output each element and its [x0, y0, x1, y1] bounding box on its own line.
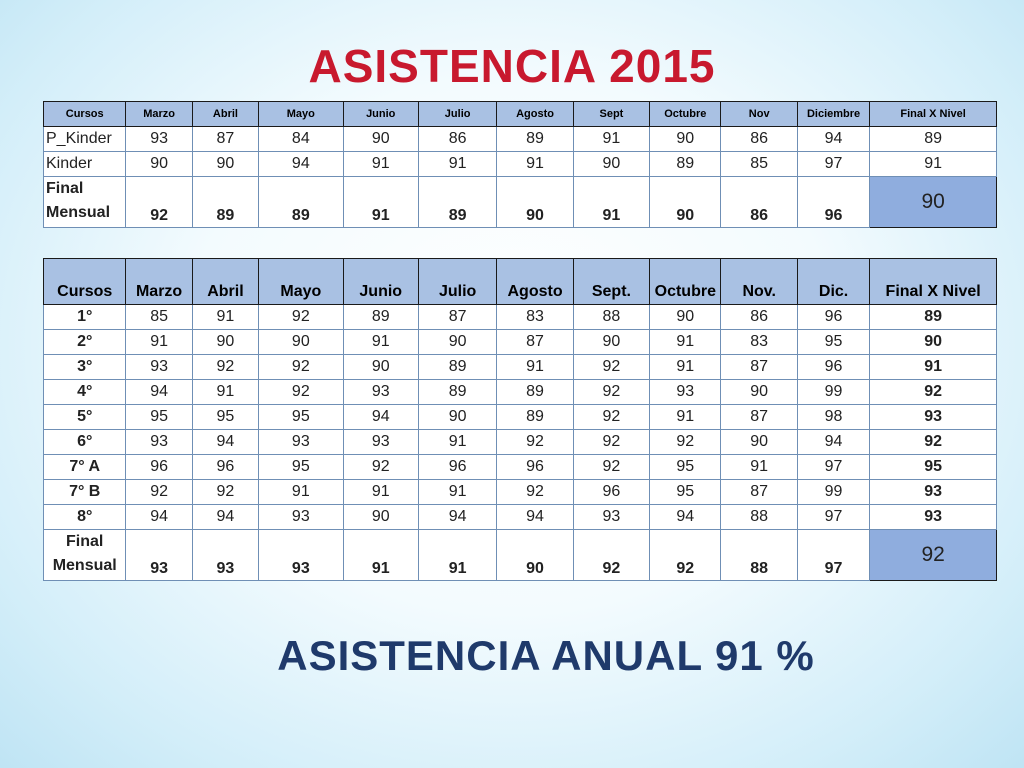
column-header: Marzo: [126, 259, 192, 305]
table-cell: 94: [497, 505, 573, 530]
table-cell: 97: [797, 152, 869, 177]
table-cell: 90: [497, 530, 573, 581]
table-cell: 95: [192, 405, 258, 430]
table-cell: 95: [650, 480, 721, 505]
table-cell: 91: [497, 152, 573, 177]
table-cell: 94: [192, 505, 258, 530]
table-cell: 92: [650, 530, 721, 581]
final-nivel-cell: 90: [870, 330, 997, 355]
final-mensual-row: [44, 177, 997, 228]
grades-attendance-table: [43, 258, 997, 581]
table-row: [44, 380, 997, 405]
table-cell: 94: [418, 505, 496, 530]
final-nivel-cell: 93: [870, 505, 997, 530]
table-cell: 86: [721, 177, 797, 228]
table-cell: 93: [343, 430, 418, 455]
row-label: 5°: [44, 405, 126, 430]
final-mensual-row: [44, 530, 997, 581]
table-row: [44, 355, 997, 380]
row-label: 7° A: [44, 455, 126, 480]
row-label: 6°: [44, 430, 126, 455]
table-cell: 96: [797, 355, 869, 380]
table-cell: 90: [650, 177, 721, 228]
final-nivel-cell: 91: [870, 355, 997, 380]
column-header: Cursos: [44, 259, 126, 305]
table-cell: 93: [192, 530, 258, 581]
table-cell: 89: [650, 152, 721, 177]
table-cell: 87: [192, 127, 258, 152]
table-row: [44, 305, 997, 330]
table-cell: 95: [797, 330, 869, 355]
table-cell: 90: [343, 127, 418, 152]
row-label: 7° B: [44, 480, 126, 505]
table-cell: 86: [418, 127, 496, 152]
annual-attendance-label: ASISTENCIA ANUAL 91 %: [277, 632, 815, 679]
table-cell: 93: [650, 380, 721, 405]
column-header: Final X Nivel: [870, 102, 997, 127]
table-cell: 91: [343, 177, 418, 228]
table-cell: 94: [126, 505, 192, 530]
table-cell: 91: [573, 177, 649, 228]
table-cell: 94: [192, 430, 258, 455]
table-cell: 90: [721, 430, 797, 455]
column-header: Junio: [343, 102, 418, 127]
table-cell: 89: [192, 177, 258, 228]
final-total-cell: 90: [870, 177, 997, 228]
table-cell: 99: [797, 480, 869, 505]
column-header: Agosto: [497, 259, 573, 305]
table-cell: 91: [418, 430, 496, 455]
table-cell: 96: [797, 177, 869, 228]
column-header: Junio: [343, 259, 418, 305]
table-cell: 94: [797, 430, 869, 455]
row-label: Kinder: [44, 152, 126, 177]
table-cell: 89: [343, 305, 418, 330]
table-cell: 91: [650, 405, 721, 430]
table-cell: 91: [497, 355, 573, 380]
column-header: Abril: [192, 102, 258, 127]
table-cell: 94: [126, 380, 192, 405]
table-cell: 96: [192, 455, 258, 480]
table-cell: 97: [797, 530, 869, 581]
table-cell: 97: [797, 455, 869, 480]
table-cell: 95: [126, 405, 192, 430]
table-cell: 93: [259, 505, 343, 530]
column-header: Marzo: [126, 102, 192, 127]
table-cell: 87: [721, 355, 797, 380]
table-cell: 91: [650, 355, 721, 380]
table-row: [44, 505, 997, 530]
final-nivel-cell: 93: [870, 405, 997, 430]
column-header: Mayo: [259, 259, 343, 305]
table-cell: 86: [721, 305, 797, 330]
table-cell: 90: [343, 505, 418, 530]
table-cell: 91: [721, 455, 797, 480]
table-cell: 92: [259, 355, 343, 380]
table-cell: 90: [650, 305, 721, 330]
table-cell: 89: [418, 380, 496, 405]
table-cell: 92: [497, 430, 573, 455]
table-cell: 91: [259, 480, 343, 505]
table-cell: 89: [418, 177, 496, 228]
table-cell: 89: [497, 405, 573, 430]
table-row: [44, 330, 997, 355]
table-header-row: [44, 259, 997, 305]
final-mensual-label: Final Mensual: [44, 530, 126, 581]
table-cell: 91: [192, 305, 258, 330]
table-cell: 91: [418, 530, 496, 581]
table-cell: 94: [259, 152, 343, 177]
table-cell: 90: [343, 355, 418, 380]
table-cell: 92: [573, 530, 649, 581]
table-cell: 85: [721, 152, 797, 177]
table-cell: 93: [343, 380, 418, 405]
table-cell: 96: [126, 455, 192, 480]
table-cell: 92: [573, 355, 649, 380]
table-row: [44, 127, 997, 152]
table-cell: 88: [573, 305, 649, 330]
final-nivel-cell: 92: [870, 380, 997, 405]
table-cell: 91: [343, 152, 418, 177]
table-cell: 89: [497, 380, 573, 405]
table-cell: 92: [126, 177, 192, 228]
table-cell: 92: [192, 355, 258, 380]
table-cell: 91: [343, 530, 418, 581]
row-label: 3°: [44, 355, 126, 380]
kinder-attendance-table: [43, 101, 997, 228]
column-header: Octubre: [650, 102, 721, 127]
column-header: Julio: [418, 102, 496, 127]
table-cell: 98: [797, 405, 869, 430]
table-cell: 91: [650, 330, 721, 355]
column-header: Final X Nivel: [870, 259, 997, 305]
row-label: 8°: [44, 505, 126, 530]
column-header: Sept: [573, 102, 649, 127]
table-cell: 91: [573, 127, 649, 152]
table-cell: 87: [721, 480, 797, 505]
table-cell: 90: [259, 330, 343, 355]
column-header: Sept.: [573, 259, 649, 305]
table-cell: 90: [192, 152, 258, 177]
table-cell: 89: [497, 127, 573, 152]
table-cell: 96: [573, 480, 649, 505]
final-mensual-label: Final Mensual: [44, 177, 126, 228]
column-header: Mayo: [259, 102, 343, 127]
final-total-cell: 92: [870, 530, 997, 581]
table-cell: 96: [418, 455, 496, 480]
row-label: 1°: [44, 305, 126, 330]
table-cell: 92: [573, 380, 649, 405]
column-header: Dic.: [797, 259, 869, 305]
column-header: Diciembre: [797, 102, 869, 127]
table-cell: 91: [870, 152, 997, 177]
table-cell: 87: [418, 305, 496, 330]
table-cell: 96: [797, 305, 869, 330]
table-cell: 92: [573, 430, 649, 455]
table-cell: 93: [126, 355, 192, 380]
table-cell: 88: [721, 505, 797, 530]
table-cell: 87: [721, 405, 797, 430]
table-row: [44, 430, 997, 455]
column-header: Cursos: [44, 102, 126, 127]
table-cell: 90: [650, 127, 721, 152]
table-cell: 85: [126, 305, 192, 330]
table-row: [44, 455, 997, 480]
page-title: ASISTENCIA 2015: [308, 40, 716, 92]
table-cell: 90: [573, 330, 649, 355]
table-cell: 90: [573, 152, 649, 177]
table-cell: 93: [573, 505, 649, 530]
table-cell: 92: [650, 430, 721, 455]
table-cell: 83: [721, 330, 797, 355]
table-cell: 95: [650, 455, 721, 480]
table-cell: 95: [259, 455, 343, 480]
table-cell: 87: [497, 330, 573, 355]
table-cell: 94: [797, 127, 869, 152]
table-cell: 99: [797, 380, 869, 405]
table-cell: 90: [497, 177, 573, 228]
table-cell: 92: [192, 480, 258, 505]
table-cell: 89: [418, 355, 496, 380]
table-cell: 92: [259, 305, 343, 330]
table-cell: 84: [259, 127, 343, 152]
table-cell: 90: [192, 330, 258, 355]
table-cell: 92: [343, 455, 418, 480]
final-nivel-cell: 89: [870, 305, 997, 330]
table-cell: 96: [497, 455, 573, 480]
row-label: 2°: [44, 330, 126, 355]
table-cell: 88: [721, 530, 797, 581]
table-row: [44, 405, 997, 430]
table-cell: 90: [126, 152, 192, 177]
table-row: [44, 480, 997, 505]
column-header: Agosto: [497, 102, 573, 127]
row-label: 4°: [44, 380, 126, 405]
table-header-row: [44, 102, 997, 127]
table-cell: 91: [343, 480, 418, 505]
column-header: Nov: [721, 102, 797, 127]
column-header: Octubre: [650, 259, 721, 305]
table-cell: 94: [650, 505, 721, 530]
column-header: Abril: [192, 259, 258, 305]
table-cell: 90: [721, 380, 797, 405]
table-cell: 93: [126, 430, 192, 455]
table-cell: 94: [343, 405, 418, 430]
table-cell: 91: [192, 380, 258, 405]
table-cell: 83: [497, 305, 573, 330]
table-cell: 92: [573, 405, 649, 430]
table-cell: 90: [418, 330, 496, 355]
table-cell: 86: [721, 127, 797, 152]
final-nivel-cell: 95: [870, 455, 997, 480]
table-cell: 91: [343, 330, 418, 355]
table-cell: 90: [418, 405, 496, 430]
table-cell: 92: [497, 480, 573, 505]
table-cell: 97: [797, 505, 869, 530]
table-cell: 93: [259, 530, 343, 581]
final-nivel-cell: 92: [870, 430, 997, 455]
table-cell: 91: [418, 480, 496, 505]
table-cell: 93: [126, 127, 192, 152]
table-cell: 95: [259, 405, 343, 430]
table-cell: 89: [870, 127, 997, 152]
table-cell: 91: [418, 152, 496, 177]
table-cell: 91: [126, 330, 192, 355]
row-label: P_Kinder: [44, 127, 126, 152]
table-cell: 92: [573, 455, 649, 480]
table-cell: 92: [259, 380, 343, 405]
table-cell: 93: [259, 430, 343, 455]
column-header: Nov.: [721, 259, 797, 305]
table-cell: 93: [126, 530, 192, 581]
column-header: Julio: [418, 259, 496, 305]
table-cell: 92: [126, 480, 192, 505]
final-nivel-cell: 93: [870, 480, 997, 505]
table-row: [44, 152, 997, 177]
table-cell: 89: [259, 177, 343, 228]
